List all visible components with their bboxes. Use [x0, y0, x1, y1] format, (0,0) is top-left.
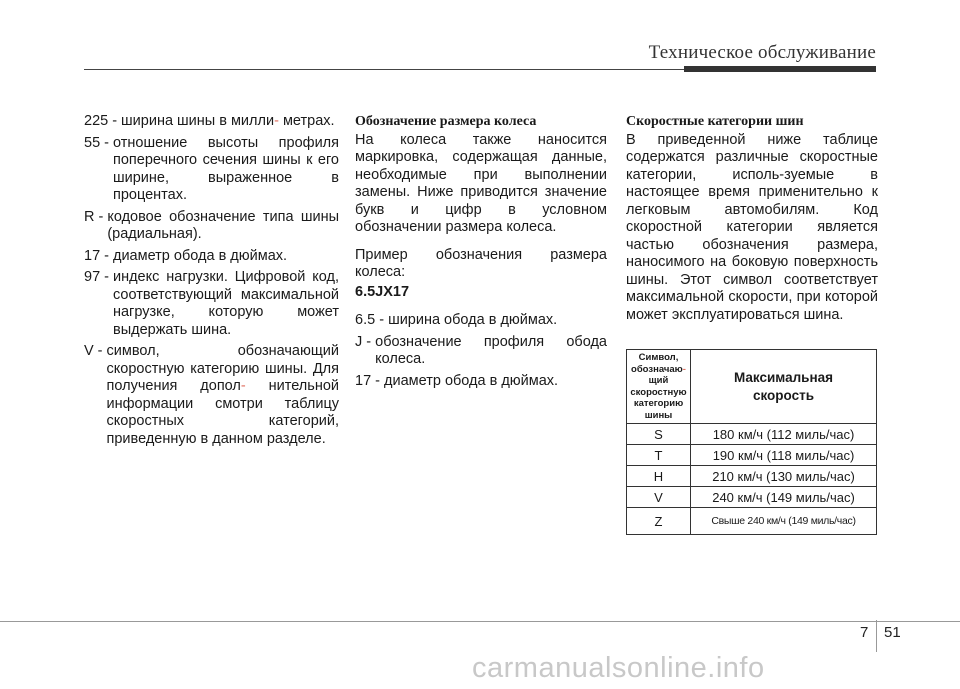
- header-rule-accent: [684, 66, 876, 72]
- definition-dash: -: [98, 208, 104, 225]
- definition-key-text: 17: [355, 372, 372, 389]
- definition-dash: -: [104, 134, 109, 151]
- definition-dash: -: [97, 343, 103, 359]
- definition-225: [84, 113, 339, 131]
- column-header-text: Максимальная скорость: [733, 369, 834, 403]
- table-row: [627, 424, 877, 445]
- hyphen-mark: -: [682, 363, 686, 375]
- definition-text: диаметр обода в дюймах.: [112, 247, 288, 264]
- definition-6-5: [355, 312, 607, 330]
- definition-17: [84, 248, 339, 266]
- table-row: [627, 487, 877, 508]
- section-heading: Обозначение размера колеса: [355, 114, 537, 129]
- definition-text-part: метрах.: [282, 113, 335, 129]
- definition-key: V: [84, 343, 94, 359]
- speed-symbol: T: [627, 445, 691, 466]
- definition-v: [84, 343, 339, 448]
- definition-key-text: J: [355, 333, 363, 350]
- speed-symbol: Z: [627, 508, 691, 535]
- definition-17-rim: [355, 373, 607, 391]
- page-number-separator: [876, 620, 877, 652]
- paragraph: На колеса также наносится маркировка, содержащая данные, необходимые при выполнении замены. Ниже приводится значение букв и цифр в условном обозначении размера колеса.: [355, 131, 607, 235]
- column-header-speed: [691, 350, 877, 424]
- chapter-number: 7: [860, 624, 869, 641]
- definition-text-part: символ, обозначающий скоростную категорию шины. Для получения допол: [106, 343, 339, 394]
- speed-value: 210 км/ч (130 миль/час): [691, 466, 877, 487]
- table-header-row: [627, 350, 877, 424]
- table-row: [627, 508, 877, 535]
- column-header-symbol: [627, 350, 691, 424]
- definition-text: ширина обода в дюймах.: [388, 312, 558, 328]
- footer-rule: [0, 621, 960, 622]
- tire-size-definitions: [84, 113, 339, 452]
- definition-text: диаметр обода в дюймах.: [384, 372, 559, 389]
- table-row: [627, 445, 877, 466]
- definition-key: 225: [84, 113, 109, 129]
- definition-key: 97: [84, 269, 101, 285]
- speed-category-section: [626, 113, 878, 334]
- definition-key: 17: [84, 247, 101, 264]
- definition-text: индекс нагрузки. Цифровой код, соответствующий максимальной нагрузке, которую может выдержать шина.: [112, 269, 339, 338]
- hyphen-mark: -: [274, 113, 279, 129]
- definition-text: [107, 343, 339, 448]
- definition-key: R: [84, 208, 95, 225]
- page-header-title: Техническое обслуживание: [648, 42, 876, 63]
- definition-text-part: ширина шины в милли: [121, 113, 275, 129]
- definition-key-text: 6.5: [355, 312, 376, 328]
- definition-55: [84, 135, 339, 205]
- definition-j: [355, 334, 607, 369]
- column-header-text: щий скоростную категорию шины: [630, 375, 687, 421]
- definition-text: [121, 113, 339, 131]
- section-heading: Скоростные категории шин: [626, 114, 804, 129]
- speed-value: 240 км/ч (149 миль/час): [691, 487, 877, 508]
- page-number: 51: [884, 624, 901, 641]
- definition-key: 55: [84, 134, 101, 151]
- column-header-text: Символ, обозначаю: [631, 352, 683, 375]
- definition-text: кодовое обозначение типа шины (радиальная).: [107, 208, 339, 242]
- watermark: carmanualsonline.info: [472, 652, 765, 684]
- paragraph: Пример обозначения размера колеса:: [355, 246, 607, 280]
- hyphen-mark: -: [240, 378, 246, 394]
- definition-text: обозначение профиля обода колеса.: [375, 333, 607, 367]
- speed-symbol: S: [627, 424, 691, 445]
- definition-key: 6.5 -: [355, 312, 389, 328]
- definition-text: отношение высоты профиля поперечного сечения шины к его ширине, выраженное в процентах.: [112, 134, 339, 203]
- definition-key: 17 -: [355, 372, 385, 389]
- definition-97: [84, 269, 339, 339]
- definition-dash: -: [104, 269, 109, 285]
- speed-value: Свыше 240 км/ч (149 миль/час): [691, 508, 877, 535]
- speed-value: 180 км/ч (112 миль/час): [691, 424, 877, 445]
- definition-dash: -: [112, 113, 118, 129]
- definition-dash: -: [104, 247, 109, 264]
- speed-value: 190 км/ч (118 миль/час): [691, 445, 877, 466]
- header-rule: [84, 69, 684, 70]
- table-row: [627, 466, 877, 487]
- wheel-size-example: 6.5JX17: [355, 283, 410, 300]
- speed-symbol: H: [627, 466, 691, 487]
- paragraph: В приведенной ниже таблице содержатся различные скоростные категории, исполь-зуемые в настоящее время применительно к легковым автомобилям. Код скоростной категории является частью обозначения размера, наносимого на боковую поверхность шины. Этот символ соответствует максимальной скорости, при которой может эксплуатироваться шина.: [626, 131, 878, 323]
- speed-category-table: [626, 349, 877, 535]
- definition-text-part: нительной информации смотри таблицу скоростных категорий, приведенную в данном разделе.: [106, 378, 339, 447]
- definition-key: J -: [355, 333, 376, 350]
- definition-r: [84, 209, 339, 244]
- wheel-size-section: [355, 113, 607, 394]
- speed-symbol: V: [627, 487, 691, 508]
